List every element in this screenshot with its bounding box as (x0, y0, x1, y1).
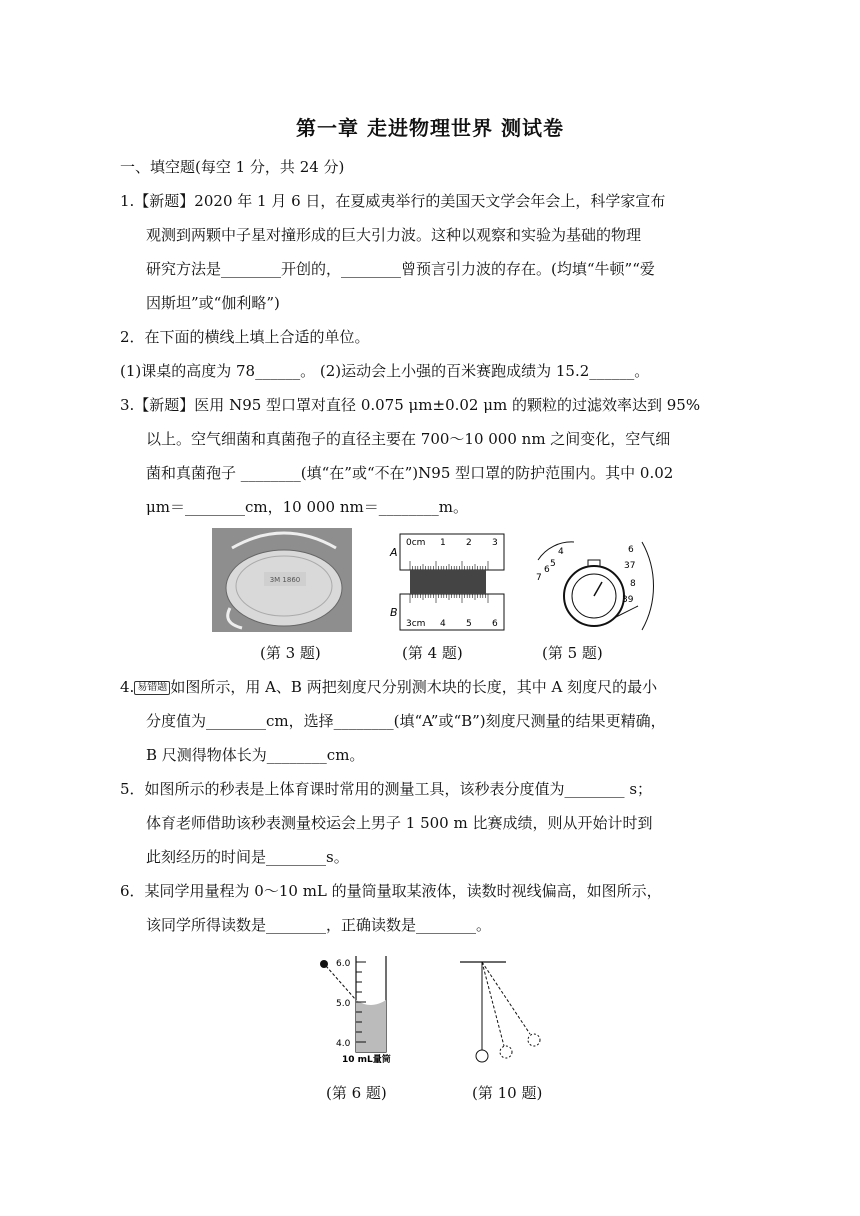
ruler-b-ticks (410, 594, 488, 603)
cylinder-tick-4: 4.0 (336, 1039, 351, 1049)
swing-string-2 (482, 962, 530, 1034)
sight-line (326, 966, 356, 1000)
big-dial-6: 6 (628, 545, 634, 555)
pointer-line (614, 606, 638, 618)
ruler-b-tick-0: 3cm (406, 619, 426, 629)
q3-line-4: μm＝________cm，10 000 nm＝________m。 (146, 498, 468, 516)
q6-line-2: 该同学所得读数是________，正确读数是________。 (146, 916, 492, 934)
small-dial-4: 4 (558, 547, 564, 557)
swing-string-1 (482, 962, 504, 1046)
q1-line-1: 1.【新题】2020 年 1 月 6 日，在夏威夷举行的美国天文学会年会上，科学家宣布 (120, 192, 666, 210)
ruler-b-tick-1: 4 (440, 619, 446, 629)
ruler-a-ticks (410, 561, 488, 570)
q3-line-3: 菌和真菌孢子 ________(填“在”或“不在”)N95 型口罩的防护范围内。其中 0.02 (146, 464, 674, 482)
q1-line-3: 研究方法是________开创的，________曾预言引力波的存在。(均填“牛顿”“爱 (146, 260, 655, 278)
cylinder-label: 10 mL量筒 (342, 1055, 391, 1065)
ruler-a-tick-2: 2 (466, 538, 472, 548)
page-title: 第一章 走进物理世界 测试卷 (296, 116, 564, 140)
q5-line-1: 5．如图所示的秒表是上体育课时常用的测量工具，该秒表分度值为________ s； (120, 780, 653, 798)
mask-print: 3M 1860 (269, 576, 301, 584)
big-dial-8: 8 (630, 579, 636, 589)
caption-fig6: (第 6 题) (326, 1084, 387, 1102)
stopwatch-hand (594, 582, 602, 596)
q5-line-3: 此刻经历的时间是________s。 (146, 848, 349, 866)
pendulum-bob (476, 1050, 488, 1062)
ruler-b-tick-2: 5 (466, 619, 472, 629)
caption-fig3: (第 3 题) (260, 644, 321, 662)
figure-3-mask-photo (212, 528, 352, 632)
cylinder-tick-5: 5.0 (336, 999, 351, 1009)
big-dial-39: 39 (622, 595, 634, 605)
ruler-a-tick-0: 0cm (406, 538, 426, 548)
caption-fig4: (第 4 题) (402, 644, 463, 662)
ruler-a-tick-1: 1 (440, 538, 446, 548)
ruler-a-label: A (390, 546, 398, 559)
wood-block (410, 570, 486, 594)
q4-tag: 易错题 (134, 681, 170, 695)
q6-line-1: 6．某同学用量程为 0～10 mL 的量筒量取某液体，读数时视线偏高，如图所示， (120, 882, 662, 900)
swing-bob-1 (500, 1046, 512, 1058)
big-dial-arc (642, 542, 653, 630)
figure-5-stopwatch (534, 538, 660, 634)
q4-text-1: 如图所示，用 A、B 两把刻度尺分别测木块的长度，其中 A 刻度尺的最小 (170, 678, 658, 696)
ruler-b-label: B (390, 606, 398, 619)
small-dial-6: 6 (544, 565, 550, 575)
q4-line-3: B 尺测得物体长为________cm。 (146, 746, 365, 764)
small-dial-arc (538, 542, 574, 560)
ruler-a-tick-3: 3 (492, 538, 498, 548)
q2-line-2: (1)课桌的高度为 78______。 (2)运动会上小强的百米赛跑成绩为 15.2______。 (120, 362, 650, 380)
q4-line-1: 4. 易错题 如图所示，用 A、B 两把刻度尺分别测木块的长度，其中 A 刻度尺的最小 (120, 678, 658, 696)
section-heading: 一、填空题(每空 1 分，共 24 分) (120, 158, 345, 176)
q5-line-2: 体育老师借助该秒表测量校运会上男子 1 500 m 比赛成绩，则从开始计时到 (146, 814, 653, 832)
q1-line-2: 观测到两颗中子星对撞形成的巨大引力波。这种以观察和实验为基础的物理 (146, 226, 642, 244)
figure-10-pendulum (458, 958, 548, 1064)
mask-body (226, 550, 342, 626)
ruler-b-tick-3: 6 (492, 619, 498, 629)
q4-line-2: 分度值为________cm，选择________(填“A”或“B”)刻度尺测量的结果更精确， (146, 712, 666, 730)
cylinder-tick-6: 6.0 (336, 959, 351, 969)
caption-fig10: (第 10 题) (472, 1084, 543, 1102)
figure-6-cylinder (316, 952, 416, 1068)
figure-4-rulers (388, 530, 508, 632)
small-dial-7: 7 (536, 573, 542, 583)
small-dial-5: 5 (550, 559, 556, 569)
big-dial-37: 37 (624, 561, 636, 571)
swing-bob-2 (528, 1034, 540, 1046)
q1-line-4: 因斯坦”或“伽利略”) (146, 294, 280, 312)
q3-line-1: 3.【新题】医用 N95 型口罩对直径 0.075 μm±0.02 μm 的颗粒的过滤效率达到 95% (120, 396, 701, 414)
q3-line-2: 以上。空气细菌和真菌孢子的直径主要在 700～10 000 nm 之间变化，空气细 (146, 430, 671, 448)
caption-fig5: (第 5 题) (542, 644, 603, 662)
liquid (356, 1000, 386, 1052)
q2-line-1: 2．在下面的横线上填上合适的单位。 (120, 328, 370, 346)
